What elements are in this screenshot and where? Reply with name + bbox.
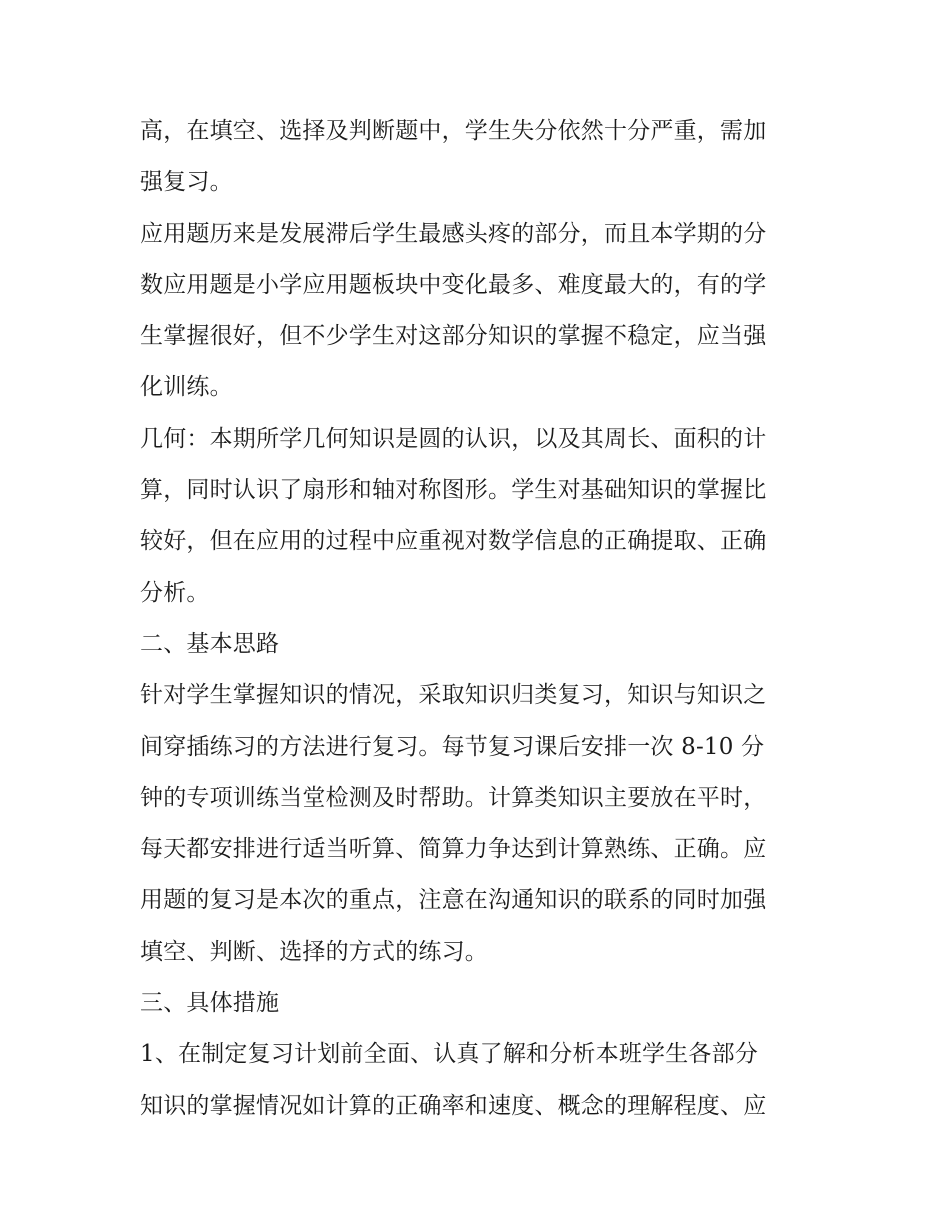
text-line: 数应用题是小学应用题板块中变化最多、难度最大的，有的学 xyxy=(140,271,767,298)
text-line: 知识的掌握情况如计算的正确率和速度、概念的理解程度、应 xyxy=(140,1092,767,1119)
text-line: 强复习。 xyxy=(140,169,233,196)
text-line: 针对学生掌握知识的情况，采取知识归类复习，知识与知识之 xyxy=(140,682,767,709)
text-line: 分析。 xyxy=(140,579,210,606)
text-line: 较好，但在应用的过程中应重视对数学信息的正确提取、正确 xyxy=(140,528,767,555)
text-line: 化训练。 xyxy=(140,374,233,401)
text-line: 每天都安排进行适当听算、简算力争达到计算熟练、正确。应 xyxy=(140,836,767,863)
section-heading: 三、具体措施 xyxy=(140,990,280,1017)
text-line: 用题的复习是本次的重点，注意在沟通知识的联系的同时加强 xyxy=(140,887,767,914)
text-line: 几何：本期所学几何知识是圆的认识，以及其周长、面积的计 xyxy=(140,425,767,452)
text-line: 应用题历来是发展滞后学生最感头疼的部分，而且本学期的分 xyxy=(140,220,767,247)
text-line: 间穿插练习的方法进行复习。每节复习课后安排一次 8-10 分 xyxy=(140,733,765,760)
section-heading: 二、基本思路 xyxy=(140,630,280,657)
text-line: 算，同时认识了扇形和轴对称图形。学生对基础知识的掌握比 xyxy=(140,477,767,504)
text-line: 钟的专项训练当堂检测及时帮助。计算类知识主要放在平时， xyxy=(140,784,767,811)
document-page xyxy=(140,106,820,1132)
text-line: 生掌握很好，但不少学生对这部分知识的掌握不稳定，应当强 xyxy=(140,323,767,350)
text-line: 高，在填空、选择及判断题中，学生失分依然十分严重，需加 xyxy=(140,118,767,144)
text-line: 1、在制定复习计划前全面、认真了解和分析本班学生各部分 xyxy=(140,1041,759,1068)
text-line: 填空、判断、选择的方式的练习。 xyxy=(140,938,488,965)
